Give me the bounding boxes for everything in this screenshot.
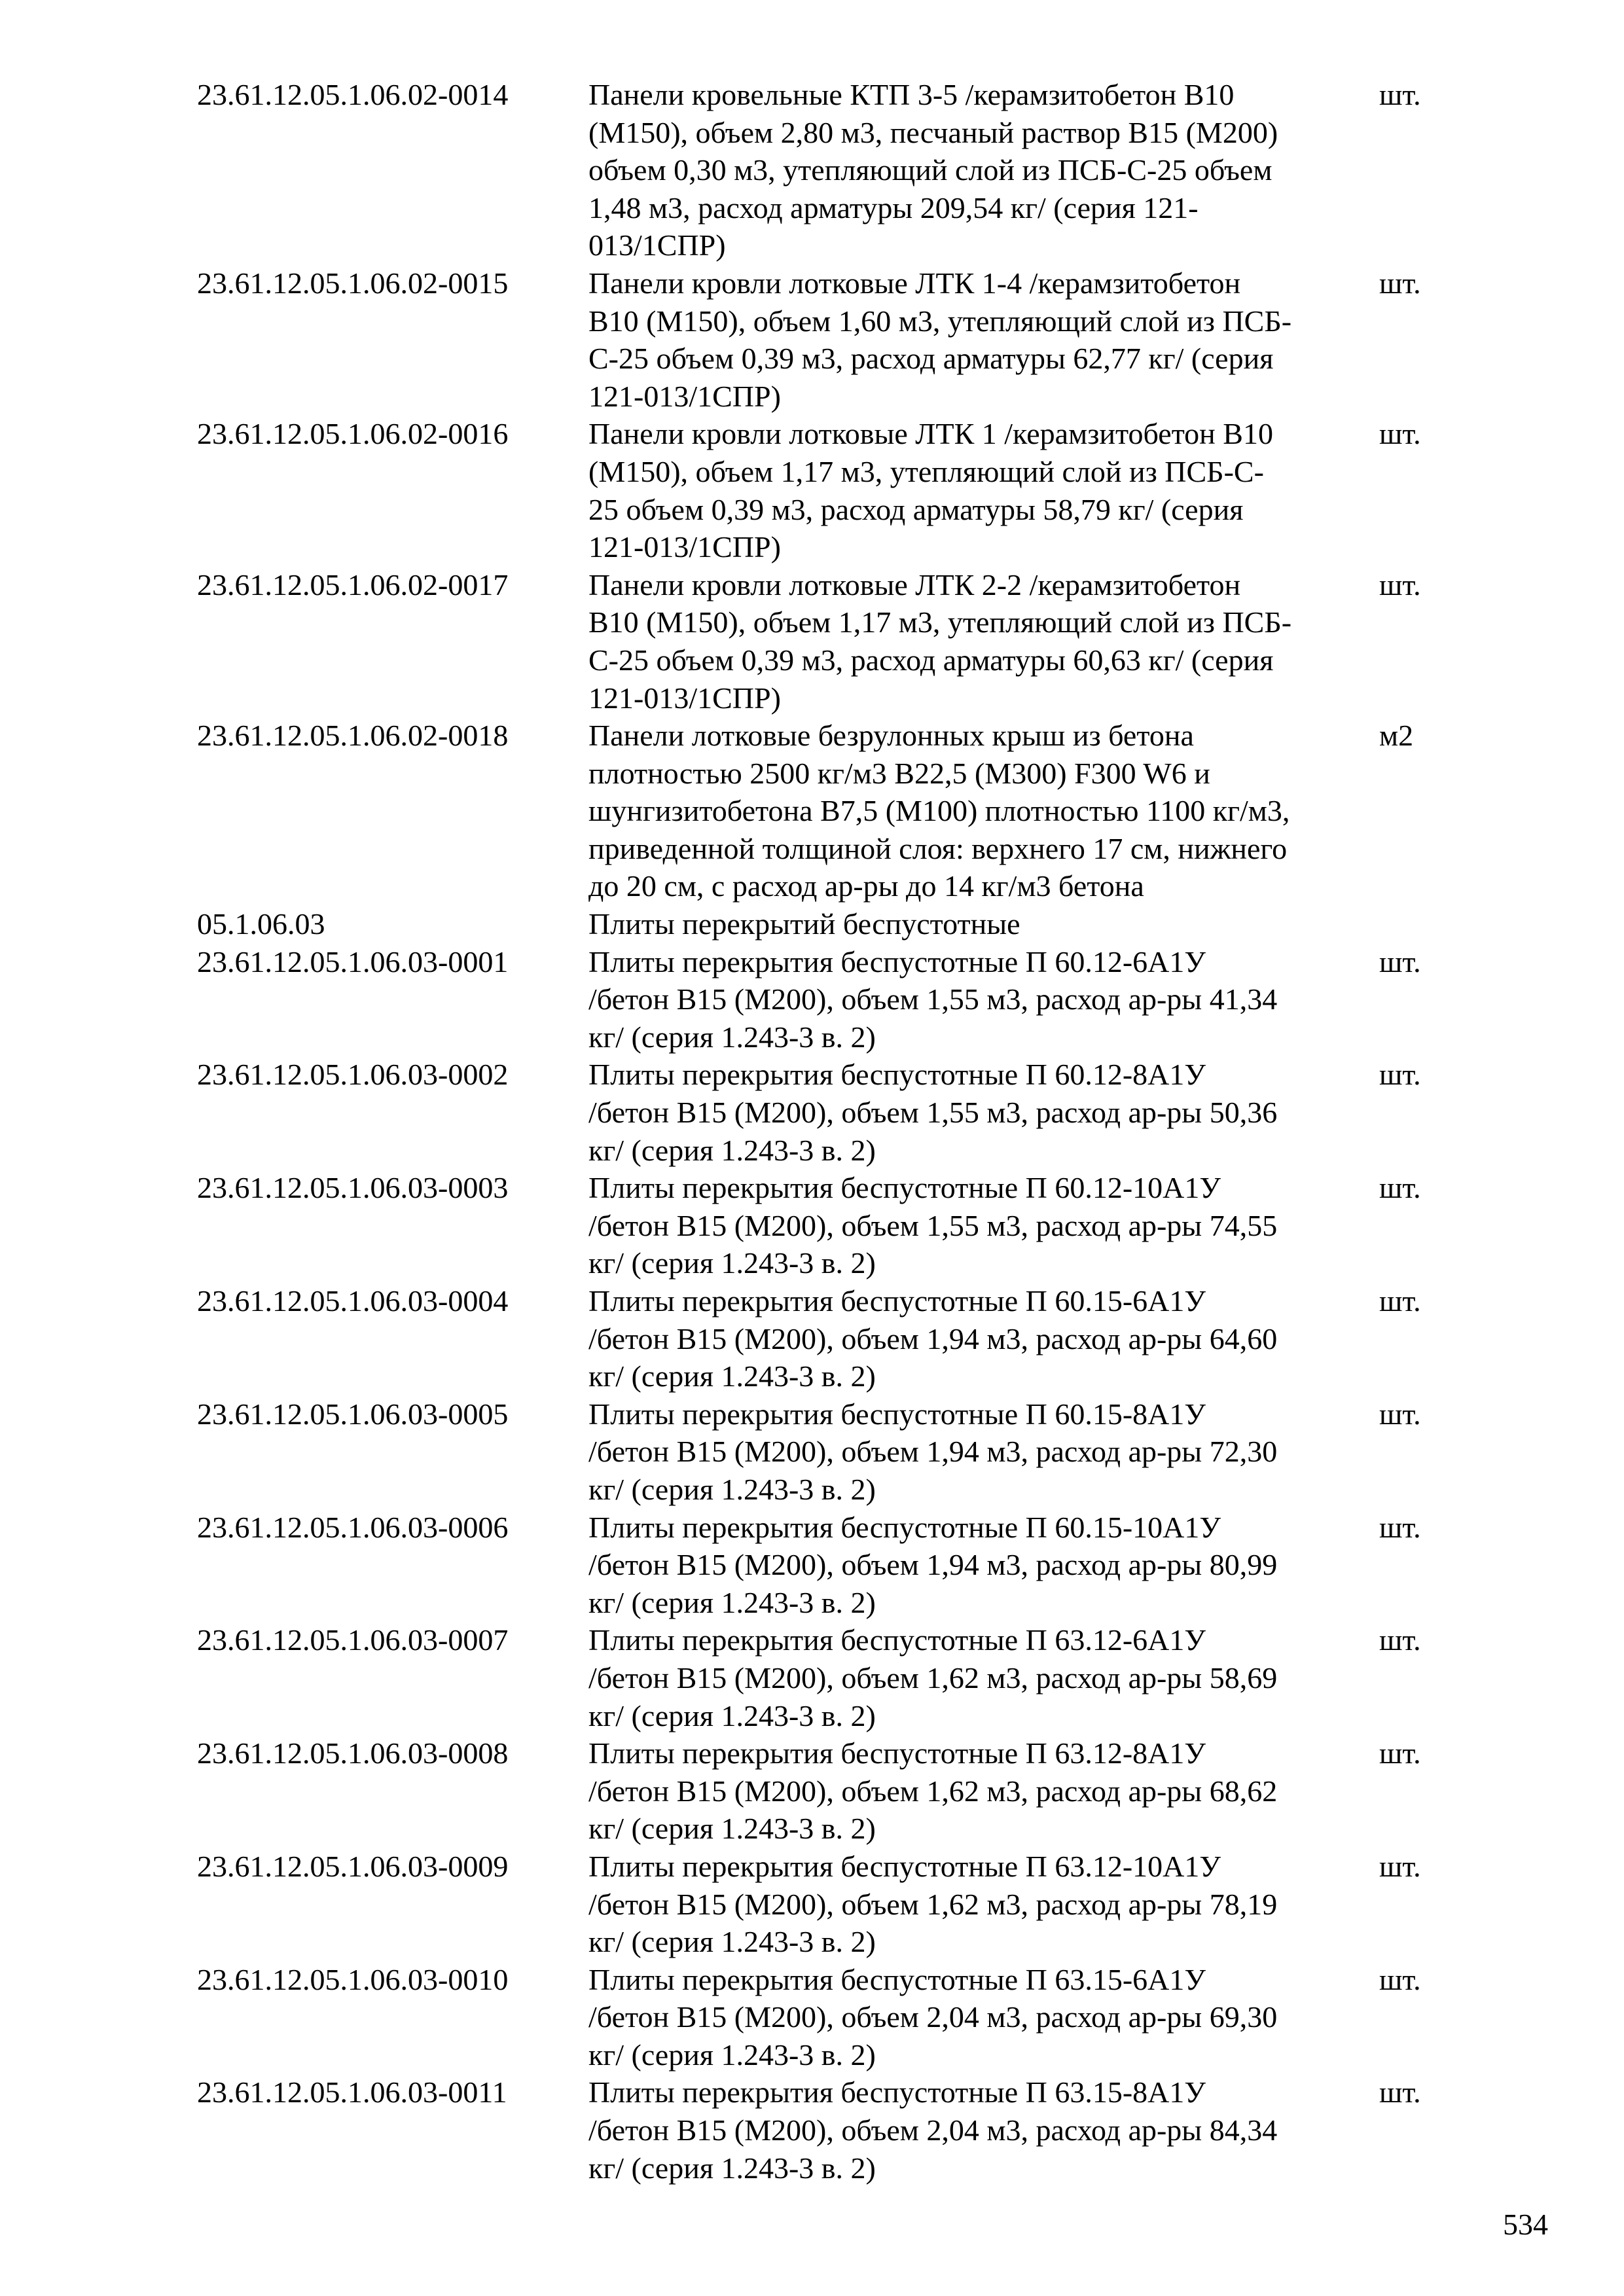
item-code: 23.61.12.05.1.06.03-0009 (197, 1849, 509, 1883)
item-unit: шт. (1379, 78, 1421, 111)
description-line: кг/ (серия 1.243-3 в. 2) (588, 1359, 876, 1393)
item-description (588, 1734, 1367, 1848)
item-code: 23.61.12.05.1.06.03-0004 (197, 1284, 509, 1318)
item-description (588, 566, 1367, 717)
item-description (588, 1169, 1367, 1282)
item-description (588, 905, 1367, 943)
item-unit: шт. (1379, 1623, 1421, 1657)
item-description (588, 76, 1367, 264)
item-description (588, 717, 1367, 905)
description-line: /бетон В15 (М200), объем 1,62 м3, расход ар-ры 68,62 (588, 1774, 1278, 1808)
description-line: (М150), объем 1,17 м3, утепляющий слой из ПСБ-С- (588, 454, 1264, 488)
description-line: 25 объем 0,39 м3, расход арматуры 58,79 кг/ (серия (588, 492, 1244, 526)
table-row (197, 943, 1428, 1056)
description-line: Плиты перекрытия беспустотные П 63.12-6А1У (588, 1623, 1206, 1657)
page-number: 534 (1503, 2208, 1548, 2241)
price-list-table (197, 76, 1428, 2187)
description-line: /бетон В15 (М200), объем 1,94 м3, расход ар-ры 72,30 (588, 1435, 1278, 1469)
table-row (197, 1056, 1428, 1169)
description-line: Плиты перекрытия беспустотные П 63.15-6А1У (588, 1962, 1206, 1996)
item-code: 23.61.12.05.1.06.03-0011 (197, 2075, 507, 2109)
item-unit: шт. (1379, 1171, 1421, 1205)
description-line: /бетон В15 (М200), объем 1,55 м3, расход ар-ры 50,36 (588, 1096, 1278, 1130)
item-code: 05.1.06.03 (197, 907, 325, 941)
item-description (588, 1282, 1367, 1395)
item-unit: шт. (1379, 1849, 1421, 1883)
table-row (197, 76, 1428, 264)
description-line: С-25 объем 0,39 м3, расход арматуры 62,77 кг/ (серия (588, 342, 1274, 376)
item-description (588, 1395, 1367, 1509)
item-code: 23.61.12.05.1.06.03-0005 (197, 1397, 509, 1431)
description-line: Плиты перекрытия беспустотные П 60.15-10А1У (588, 1510, 1221, 1544)
description-line: приведенной толщиной слоя: верхнего 17 см, нижнего (588, 831, 1288, 865)
description-line: кг/ (серия 1.243-3 в. 2) (588, 2037, 876, 2072)
item-unit: шт. (1379, 266, 1421, 300)
description-line: /бетон В15 (М200), объем 2,04 м3, расход ар-ры 69,30 (588, 2000, 1278, 2034)
description-line: Плиты перекрытий беспустотные (588, 907, 1020, 941)
description-line: кг/ (серия 1.243-3 в. 2) (588, 1812, 876, 1846)
item-unit: шт. (1379, 417, 1421, 451)
description-line: шунгизитобетона В7,5 (М100) плотностью 1100 кг/м3, (588, 794, 1290, 828)
table-row (197, 905, 1428, 943)
description-line: 121-013/1СПР) (588, 530, 781, 564)
description-line: кг/ (серия 1.243-3 в. 2) (588, 1133, 876, 1167)
description-line: /бетон В15 (М200), объем 1,62 м3, расход ар-ры 78,19 (588, 1887, 1278, 1921)
item-description (588, 1621, 1367, 1734)
item-unit: шт. (1379, 567, 1421, 601)
description-line: 013/1СПР) (588, 228, 726, 262)
description-line: кг/ (серия 1.243-3 в. 2) (588, 1472, 876, 1506)
table-row (197, 1734, 1428, 1848)
item-unit: шт. (1379, 1284, 1421, 1318)
item-description (588, 1848, 1367, 1961)
description-line: В10 (М150), объем 1,60 м3, утепляющий слой из ПСБ- (588, 304, 1292, 338)
description-line: Плиты перекрытия беспустотные П 60.15-6А1У (588, 1284, 1206, 1318)
item-code: 23.61.12.05.1.06.03-0006 (197, 1510, 509, 1544)
description-line: Панели кровли лотковые ЛТК 2-2 /керамзитобетон (588, 567, 1241, 601)
description-line: Плиты перекрытия беспустотные П 60.12-10А1У (588, 1171, 1221, 1205)
item-code: 23.61.12.05.1.06.03-0003 (197, 1171, 509, 1205)
description-line: Панели лотковые безрулонных крыш из бетона (588, 719, 1194, 753)
description-line: Плиты перекрытия беспустотные П 60.12-8А1У (588, 1058, 1206, 1092)
description-line: /бетон В15 (М200), объем 1,55 м3, расход ар-ры 41,34 (588, 982, 1278, 1016)
item-unit: шт. (1379, 1736, 1421, 1770)
description-line: С-25 объем 0,39 м3, расход арматуры 60,63 кг/ (серия (588, 643, 1274, 677)
description-line: Плиты перекрытия беспустотные П 60.15-8А1У (588, 1397, 1206, 1431)
description-line: /бетон В15 (М200), объем 1,62 м3, расход ар-ры 58,69 (588, 1660, 1278, 1695)
description-line: объем 0,30 м3, утепляющий слой из ПСБ-С-25 объем (588, 153, 1272, 187)
description-line: Плиты перекрытия беспустотные П 60.12-6А1У (588, 944, 1206, 978)
table-row (197, 415, 1428, 565)
item-code: 23.61.12.05.1.06.03-0008 (197, 1736, 509, 1770)
description-line: кг/ (серия 1.243-3 в. 2) (588, 1925, 876, 1959)
item-code: 23.61.12.05.1.06.02-0015 (197, 266, 509, 300)
table-row (197, 1961, 1428, 2074)
item-description (588, 415, 1367, 565)
description-line: кг/ (серия 1.243-3 в. 2) (588, 2151, 876, 2185)
item-code: 23.61.12.05.1.06.02-0014 (197, 78, 509, 111)
item-code: 23.61.12.05.1.06.03-0002 (197, 1058, 509, 1092)
table-row (197, 1509, 1428, 1622)
description-line: Панели кровли лотковые ЛТК 1-4 /керамзитобетон (588, 266, 1241, 300)
description-line: Плиты перекрытия беспустотные П 63.12-8А1У (588, 1736, 1206, 1770)
item-code: 23.61.12.05.1.06.02-0016 (197, 417, 509, 451)
item-description (588, 1509, 1367, 1622)
item-code: 23.61.12.05.1.06.02-0018 (197, 719, 509, 753)
description-line: 121-013/1СПР) (588, 379, 781, 413)
description-line: Плиты перекрытия беспустотные П 63.15-8А1У (588, 2075, 1206, 2109)
description-line: до 20 см, с расход ар-ры до 14 кг/м3 бетона (588, 869, 1144, 903)
item-unit: шт. (1379, 1962, 1421, 1996)
description-line: /бетон В15 (М200), объем 1,94 м3, расход ар-ры 64,60 (588, 1321, 1278, 1355)
description-line: /бетон В15 (М200), объем 1,94 м3, расход ар-ры 80,99 (588, 1548, 1278, 1582)
item-unit: шт. (1379, 944, 1421, 978)
table-row (197, 1395, 1428, 1509)
description-line: 1,48 м3, расход арматуры 209,54 кг/ (серия 121- (588, 190, 1199, 224)
item-code: 23.61.12.05.1.06.02-0017 (197, 567, 509, 601)
table-row (197, 1848, 1428, 1961)
item-unit: шт. (1379, 1397, 1421, 1431)
item-code: 23.61.12.05.1.06.03-0001 (197, 944, 509, 978)
description-line: /бетон В15 (М200), объем 2,04 м3, расход ар-ры 84,34 (588, 2113, 1278, 2147)
item-description (588, 1961, 1367, 2074)
item-description (588, 943, 1367, 1056)
table-row (197, 566, 1428, 717)
description-line: Панели кровельные КТП 3-5 /керамзитобетон В10 (588, 78, 1235, 111)
description-line: кг/ (серия 1.243-3 в. 2) (588, 1698, 876, 1732)
description-line: плотностью 2500 кг/м3 В22,5 (М300) F300 W6 и (588, 756, 1210, 790)
item-unit: шт. (1379, 2075, 1421, 2109)
description-line: кг/ (серия 1.243-3 в. 2) (588, 1585, 876, 1619)
item-description (588, 1056, 1367, 1169)
item-code: 23.61.12.05.1.06.03-0007 (197, 1623, 509, 1657)
table-row (197, 264, 1428, 415)
description-line: кг/ (серия 1.243-3 в. 2) (588, 1020, 876, 1054)
table-row (197, 1621, 1428, 1734)
table-row (197, 717, 1428, 905)
item-unit: шт. (1379, 1510, 1421, 1544)
description-line: В10 (М150), объем 1,17 м3, утепляющий слой из ПСБ- (588, 605, 1292, 639)
description-line: кг/ (серия 1.243-3 в. 2) (588, 1246, 876, 1280)
item-unit: м2 (1379, 719, 1414, 753)
description-line: 121-013/1СПР) (588, 681, 781, 715)
description-line: Панели кровли лотковые ЛТК 1 /керамзитобетон В10 (588, 417, 1273, 451)
description-line: (М150), объем 2,80 м3, песчаный раствор В15 (М200) (588, 115, 1278, 149)
table-row (197, 1282, 1428, 1395)
item-unit: шт. (1379, 1058, 1421, 1092)
item-description (588, 2073, 1367, 2187)
table-row (197, 2073, 1428, 2187)
table-row (197, 1169, 1428, 1282)
description-line: Плиты перекрытия беспустотные П 63.12-10А1У (588, 1849, 1221, 1883)
item-code: 23.61.12.05.1.06.03-0010 (197, 1962, 509, 1996)
description-line: /бетон В15 (М200), объем 1,55 м3, расход ар-ры 74,55 (588, 1208, 1278, 1242)
item-description (588, 264, 1367, 415)
